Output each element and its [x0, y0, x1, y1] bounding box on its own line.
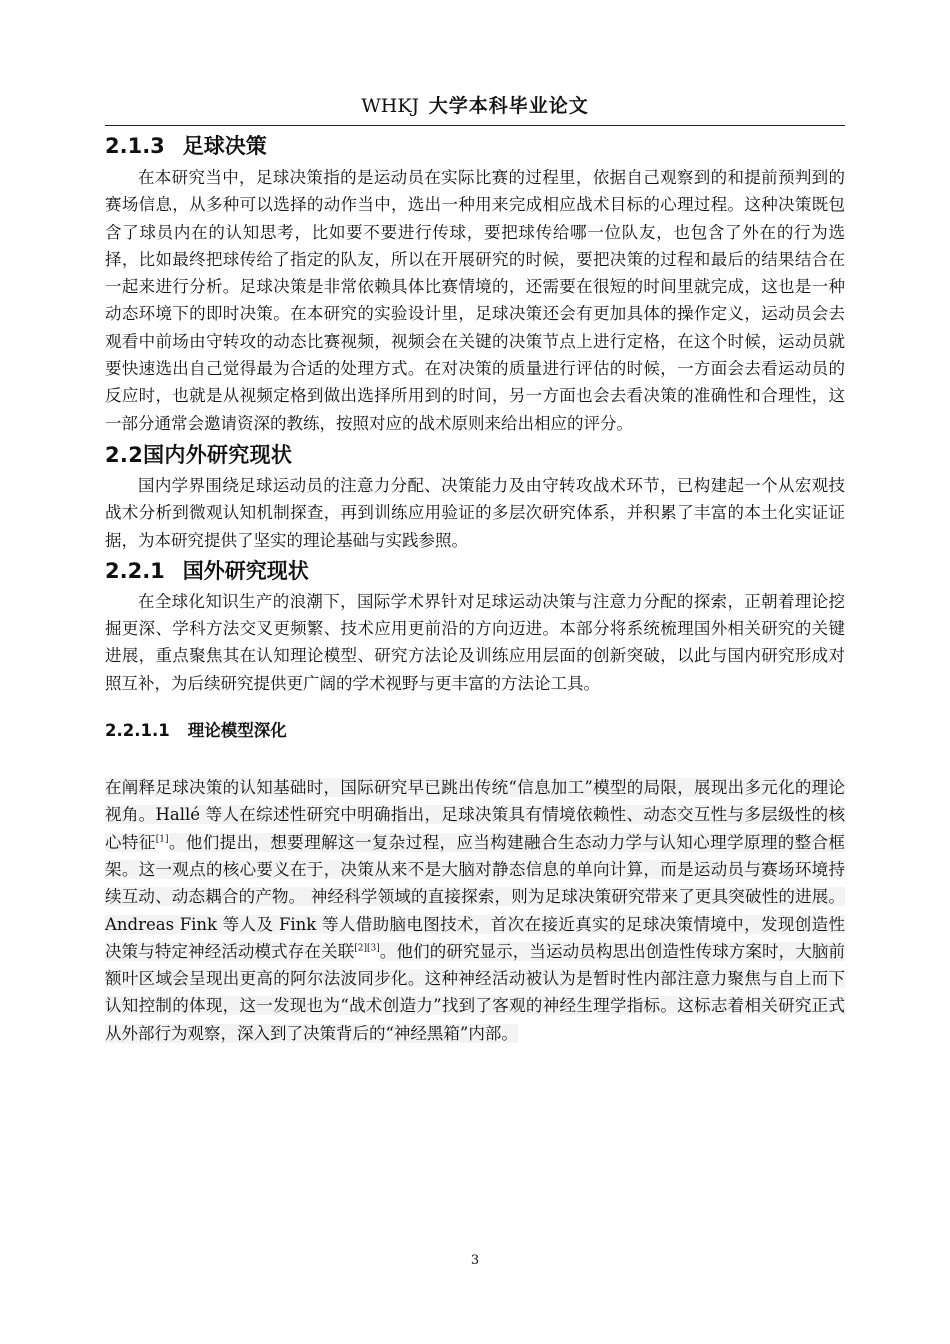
heading-number: 2.2.1.1: [105, 721, 170, 741]
heading-2-1-3: [105, 128, 845, 164]
heading-text: 国外研究现状: [182, 558, 309, 583]
citation-ref: [1]: [155, 834, 169, 845]
heading-number: 2.2.1: [105, 558, 165, 583]
paragraph-text: 。他们的研究显示，当运动员构思出创造性传球方案时，大脑前额叶区域会呈现出更高的阿尔法波同步化。这种神经活动被认为是暂时性内部注意力聚焦与自上而下认知控制的体现，这一发现也为“战术创造力”找到了客观的神经生理学指标。这标志着相关研究正式从外部行为观察，深入到了决策背后的“神经黑箱”内部。: [105, 941, 846, 1043]
paragraph-text: 。他们提出，想要理解这一复杂过程，应当构建融合生态动力学与认知心理学原理的整合框架。这一观点的核心要义在于，决策从来不是大脑对静态信息的单向计算，而是运动员与赛场环境持续互动、动态耦合的产物。 神经科学领域的直接探索，则为足球决策研究带来了更具突破性的进展。Andreas Fink 等人及 Fink 等人借助脑电图技术，首次在接近真实的足球决策情境中，发现创造性决策与特定神经活动模式存在关联: [105, 832, 846, 961]
paragraph-2-2-1: 在全球化知识生产的浪潮下，国际学术界针对足球运动决策与注意力分配的探索，正朝着理论挖掘更深、学科方法交叉更频繁、技术应用更前沿的方向迈进。本部分将系统梳理国外相关研究的关键进展，重点聚焦其在认知理论模型、研究方法论及训练应用层面的创新突破，以此与国内研究形成对照互补，为后续研究提供更广阔的学术视野与更丰富的方法论工具。: [105, 591, 845, 693]
page-number: 3: [470, 1253, 480, 1268]
heading-text: 国内外研究现状: [143, 442, 293, 467]
heading-2-2-1-1: [105, 718, 845, 744]
page-body: [105, 128, 845, 1047]
heading-2-2-1: [105, 554, 845, 588]
heading-text: 理论模型深化: [187, 721, 287, 741]
heading-number: 2.2: [105, 442, 144, 467]
paragraph-2-1-3: 在本研究当中，足球决策指的是运动员在实际比赛的过程里，依据自己观察到的和提前预判到的赛场信息，从多种可以选择的动作当中，选出一种用来完成相应战术目标的心理过程。这种决策既包含了球员内在的认知思考，比如要不要进行传球，要把球传给哪一位队友，也包含了外在的行为选择，比如最终把球传给了指定的队友，所以在开展研究的时候，要把决策的过程和最后的结果结合在一起来进行分析。足球决策是非常依赖具体比赛情境的，还需要在很短的时间里就完成，这也是一种动态环境下的即时决策。在本研究的实验设计里，足球决策还会有更加具体的操作定义，运动员会去观看中前场由守转攻的动态比赛视频，视频会在关键的决策节点上进行定格，在这个时候，运动员就要快速选出自己觉得最为合适的处理方式。在对决策的质量进行评估的时候，一方面会去看运动员的反应时，也就是从视频定格到做出选择所用到的时间，另一方面也会去看决策的准确性和合理性，这一部分通常会邀请资深的教练，按照对应的战术原则来给出相应的评分。: [105, 168, 845, 433]
paragraph-text: 在阐释足球决策的认知基础时，国际研究早已跳出传统“信息加工”模型的局限，展现出多元化的理论视角。Hallé 等人在综述性研究中明确指出，足球决策具有情境依赖性、动态交互性与多层级性的核心特征: [105, 778, 845, 852]
header-brand: WHKJ: [361, 95, 420, 117]
paragraph-2-2: 国内学界围绕足球运动员的注意力分配、决策能力及由守转攻战术环节，已构建起一个从宏观技战术分析到微观认知机制探查，再到训练应用验证的多层次研究体系，并积累了丰富的本土化实证证据，为本研究提供了坚实的理论基础与实践参照。: [105, 475, 845, 550]
heading-2-2: [105, 438, 845, 472]
paragraph-2-2-1-1: [105, 774, 845, 1047]
header-title: 大学本科毕业论文: [428, 95, 589, 117]
heading-text: 足球决策: [182, 134, 267, 158]
header-rule: [105, 125, 845, 126]
running-header: [105, 92, 845, 120]
heading-number: 2.1.3: [105, 134, 165, 158]
citation-ref: [2][3]: [354, 943, 380, 954]
